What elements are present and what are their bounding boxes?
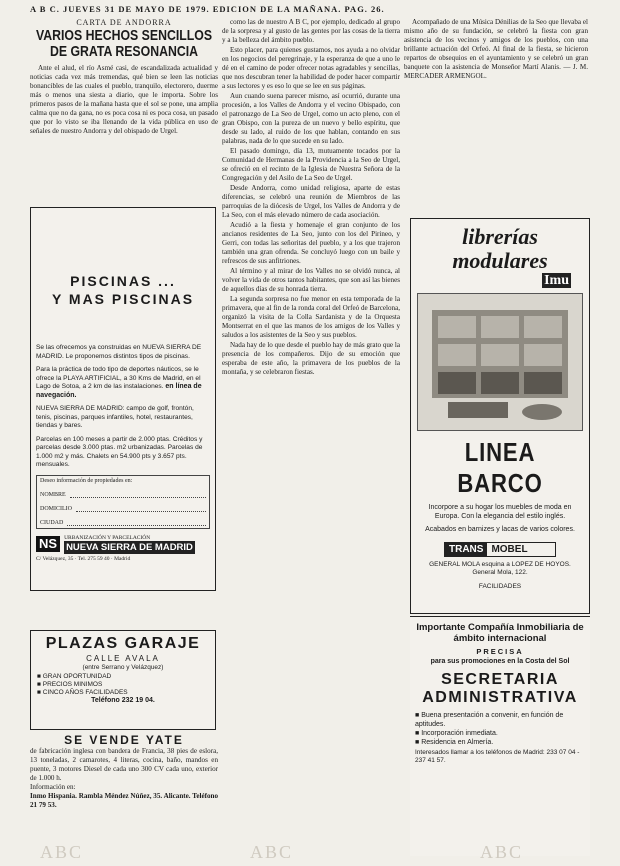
article-kicker: CARTA DE ANDORRA (76, 18, 172, 27)
brand-mark: Imu (544, 273, 569, 288)
article-paragraph: El pasado domingo, día 13, mutuamente tocados por la Comunidad de Hermanas de la Providencia a la Seo de Urgel, se ofreció en el recinto de la Iglesia de Nuestra Señora de la Congregación y del Asilo de La Seo de Urgel. (222, 147, 400, 182)
article-paragraph: Esto placer, para quienes gustamos, nos ayuda a no olvidar en los negocios del peregrinaje, y la esperanza de que a uno le dé en el camino de poder ofrecer notas agradables y sencillas, que nos descubran tener la habilidad de poder hacer compartir a sus lectores y es eso lo que se lee en sus páginas. (222, 46, 400, 90)
yate-info: Inmo Hispania. Rambla Méndez Núñez, 35. Alicante. Teléfono 21 79 53. (30, 792, 218, 809)
article-headline: VARIOS HECHOS SENCILLOS DE GRATA RESONANCIA (35, 27, 213, 60)
yate-title: SE VENDE YATE (64, 733, 184, 747)
article-column-2 (222, 18, 400, 378)
plazas-list (37, 673, 209, 697)
ns-logo: NS (36, 536, 60, 552)
article-paragraph: Nada hay de lo que desde el pueblo hay de más grato que la presencia de los compañeros. Dijo de su emoción que esperaba de este año, la primavera de los pueblos de la montaña, y se celebraron fiestas. (222, 341, 400, 376)
abc-watermark: ABC (40, 842, 84, 862)
article-paragraph: Acompañado de una Música Dénilias de la Seo que llevaba el mismo año de su fundación, se celebró la fiesta con gran asistencia de los vecinos y amigos de los pueblos, con una brillante actuación del Orfeó. Al final de la fiesta, se hicieron repartos de obsequios en el ayuntamiento y se celebró un gran banquete con la asistencia de Monseñor Martí Alanis. — J. M. MERCADER ARMENGOL. (404, 18, 588, 80)
transmobel-logo: TRANS MOBEL (444, 542, 556, 557)
article-column-1 (30, 18, 218, 137)
article-paragraph: Aun cuando suena parecer mismo, así ocurrió, durante una procesión, a los Valles de Andorra y el vecino Obispado, con el patronazgo de La Seo de Urgel, como un acto pleno, con el gran Obispo, con la pureza de un nuevo y bello espíritu, que desde su lado, al ruido de los que hablan, contando en sus palabras, nada de lo que sucede en su lado. (222, 92, 400, 145)
article-paragraph: Desde Andorra, como unidad religiosa, aparte de estas diferencias, se celebró una reunión de Miembros de las parroquias de la diócesis de Urgel, los Valles de Andorra y de La Seo, con el más elevado número de cada asociación. (222, 184, 400, 219)
ad-secretaria (410, 616, 590, 856)
secretaria-precisa: PRECISA (476, 647, 524, 656)
piscinas-text: Se las ofrecemos ya construidas en NUEVA SIERRA DE MADRID. Le proponemos distintos tipos de piscinas. Para la práctica de todo tipo de deportes náuticos, se le ofrece la PLAYA ARTIFICIAL, a 30 Kms de Madrid, en el Lago de Sotoa, a 2 km de las instalaciones. en línea de navegación. NUEVA SIERRA DE MADRID: campo de golf, frontón, tenis, piscinas, parques infantiles, hotel, restaurantes, tiendas y bares. Parcelas en 100 meses a partir de 2.000 ptas. Créditos y parcelas desde 3.000 ptas. m2 urbanizadas. Parcelas de 1.000 m2 y más. Chalets en 54.900 pts y 3.657 pts. mensuales. (36, 344, 203, 468)
article-paragraph: Al término y al mirar de los Valles no se olvidó nunca, al volver la vida de otros tantos habitantes, que son así las bienes de aquellos días de su honrada tierra. (222, 267, 400, 293)
brand-address: C/ Velázquez, 35 · Tel. 275 59 40 · Madrid (36, 555, 131, 562)
list-item: ■ Residencia en Almería. (415, 738, 585, 747)
abc-watermark: ABC (480, 842, 524, 862)
list-item: ■ PRECIOS MINIMOS (37, 681, 209, 689)
address-field[interactable]: DOMICILIO (40, 506, 206, 512)
yate-text: de fabricación inglesa con bandera de Francia, 38 pies de eslora, 13 toneladas, 2 camarotes, 4 literas, cocina, baño, mandos en puente, 3 motores Diesel de cada uno 300 CV cada uno, exterior de 1.000 h. (30, 747, 218, 782)
ad-yate (30, 733, 218, 810)
secretaria-contact: Interesados llamar a los teléfonos de Madrid: 233 07 04 - 237 41 57. (415, 749, 580, 764)
ad-librerias-modulares (410, 218, 590, 614)
name-field[interactable]: NOMBRE (40, 492, 206, 498)
piscinas-title: PISCINAS ... Y MAS PISCINAS (51, 273, 195, 307)
ad-piscinas (30, 207, 216, 591)
librerias-address: GENERAL MOLA esquina a LOPEZ DE HOYOS. General Mola, 122. (429, 561, 571, 576)
secretaria-heading: Importante Compañía Inmobiliaria de ámbito internacional (416, 622, 584, 644)
form-title: Deseo información de propiedades en: (40, 477, 133, 484)
city-field[interactable]: CIUDAD (40, 520, 206, 526)
plazas-phone: Teléfono 232 19 04. (91, 697, 155, 704)
plazas-note: (entre Serrano y Velázquez) (82, 664, 164, 671)
page-header: A B C. JUEVES 31 DE MAYO DE 1979. EDICION DE LA MAÑANA. PAG. 26. (30, 4, 385, 14)
yate-info-label: Información en: (30, 783, 76, 791)
article-paragraph: La segunda sorpresa no fue menor en esta temporada de la primavera, que al fin de la ronda coral del Orfeó de Barcelona, organizó la visita de la Colla Sardanista y de la Orquesta Montserrat en el que las manos de los amigos de los Valles y saludos a los asistentes de la Seo y sus pueblos. (222, 295, 400, 339)
brand-name: NUEVA SIERRA DE MADRID (66, 541, 193, 553)
librerias-facilidades: FACILIDADES (478, 583, 522, 590)
info-request-form (36, 475, 210, 529)
secretaria-list (415, 711, 585, 747)
article-paragraph: como las de nuestro A B C, por ejemplo, dedicado al grupo de la sorpresa y al gusto de las gentes por las cosas de la tierra y a la belleza del ámbito pueblo. (222, 18, 400, 44)
brand-name: LINEA BARCO (457, 437, 543, 498)
list-item: ■ CINCO AÑOS FACILIDADES (37, 689, 209, 697)
ad-plazas-garaje (30, 630, 216, 730)
secretaria-title: SECRETARIA ADMINISTRATIVA (422, 671, 578, 706)
bookcase-illustration (418, 294, 582, 430)
plazas-street: CALLE AVALA (86, 654, 160, 663)
furniture-photo (417, 293, 583, 431)
plazas-title: PLAZAS GARAJE (45, 635, 201, 652)
secretaria-sub: para sus promociones en la Costa del Sol (430, 658, 570, 665)
librerias-text: Incorpore a su hogar los muebles de moda en Europa. Con la elegancia del estilo inglés. (428, 504, 572, 520)
article-paragraph: Acudió a la fiesta y homenaje el gran conjunto de los ancianos residentes de La Seo, junto con los del Pirineo, y Gerri, con todas las señoritas del pueblo, y a los que trajeron también una gran ofrenda. Se concluyó luego con un baile y refrescos de sus anfitriones. (222, 221, 400, 265)
list-item: ■ GRAN OPORTUNIDAD (37, 673, 209, 681)
brand-row: NS URBANIZACIÓN Y PARCELACIÓN NUEVA SIERRA DE MADRID (36, 535, 210, 554)
article-paragraph: Ante el alud, el río Asmé casi, de escandalizada actualidad y noticias cada vez más tremendas, qué bien se leen las noticias bonancibles de las cuales el pueblo, tranquilo, electorero, duerme más o menos una siesta a diario, que le importa. Sobre los primeros pasos de la mañana hasta que el sol se pone, una amplia calma que no da gana, no es poca cosa ni es poca cosa, un pasado que por lo visto se iba llenando de la vida pública en uso de señales de nuestro Andorra y del obispado de Urgel. (30, 64, 218, 135)
list-item: ■ Incorporación inmediata. (415, 729, 585, 738)
abc-watermark: ABC (250, 842, 294, 862)
article-column-3 (404, 18, 588, 82)
librerias-text-2: Acabados en barnizes y lacas de varios colores. (425, 526, 575, 533)
librerias-title: librerías modulares (452, 224, 548, 273)
list-item: ■ Buena presentación a convenir, en función de aptitudes. (415, 711, 585, 729)
